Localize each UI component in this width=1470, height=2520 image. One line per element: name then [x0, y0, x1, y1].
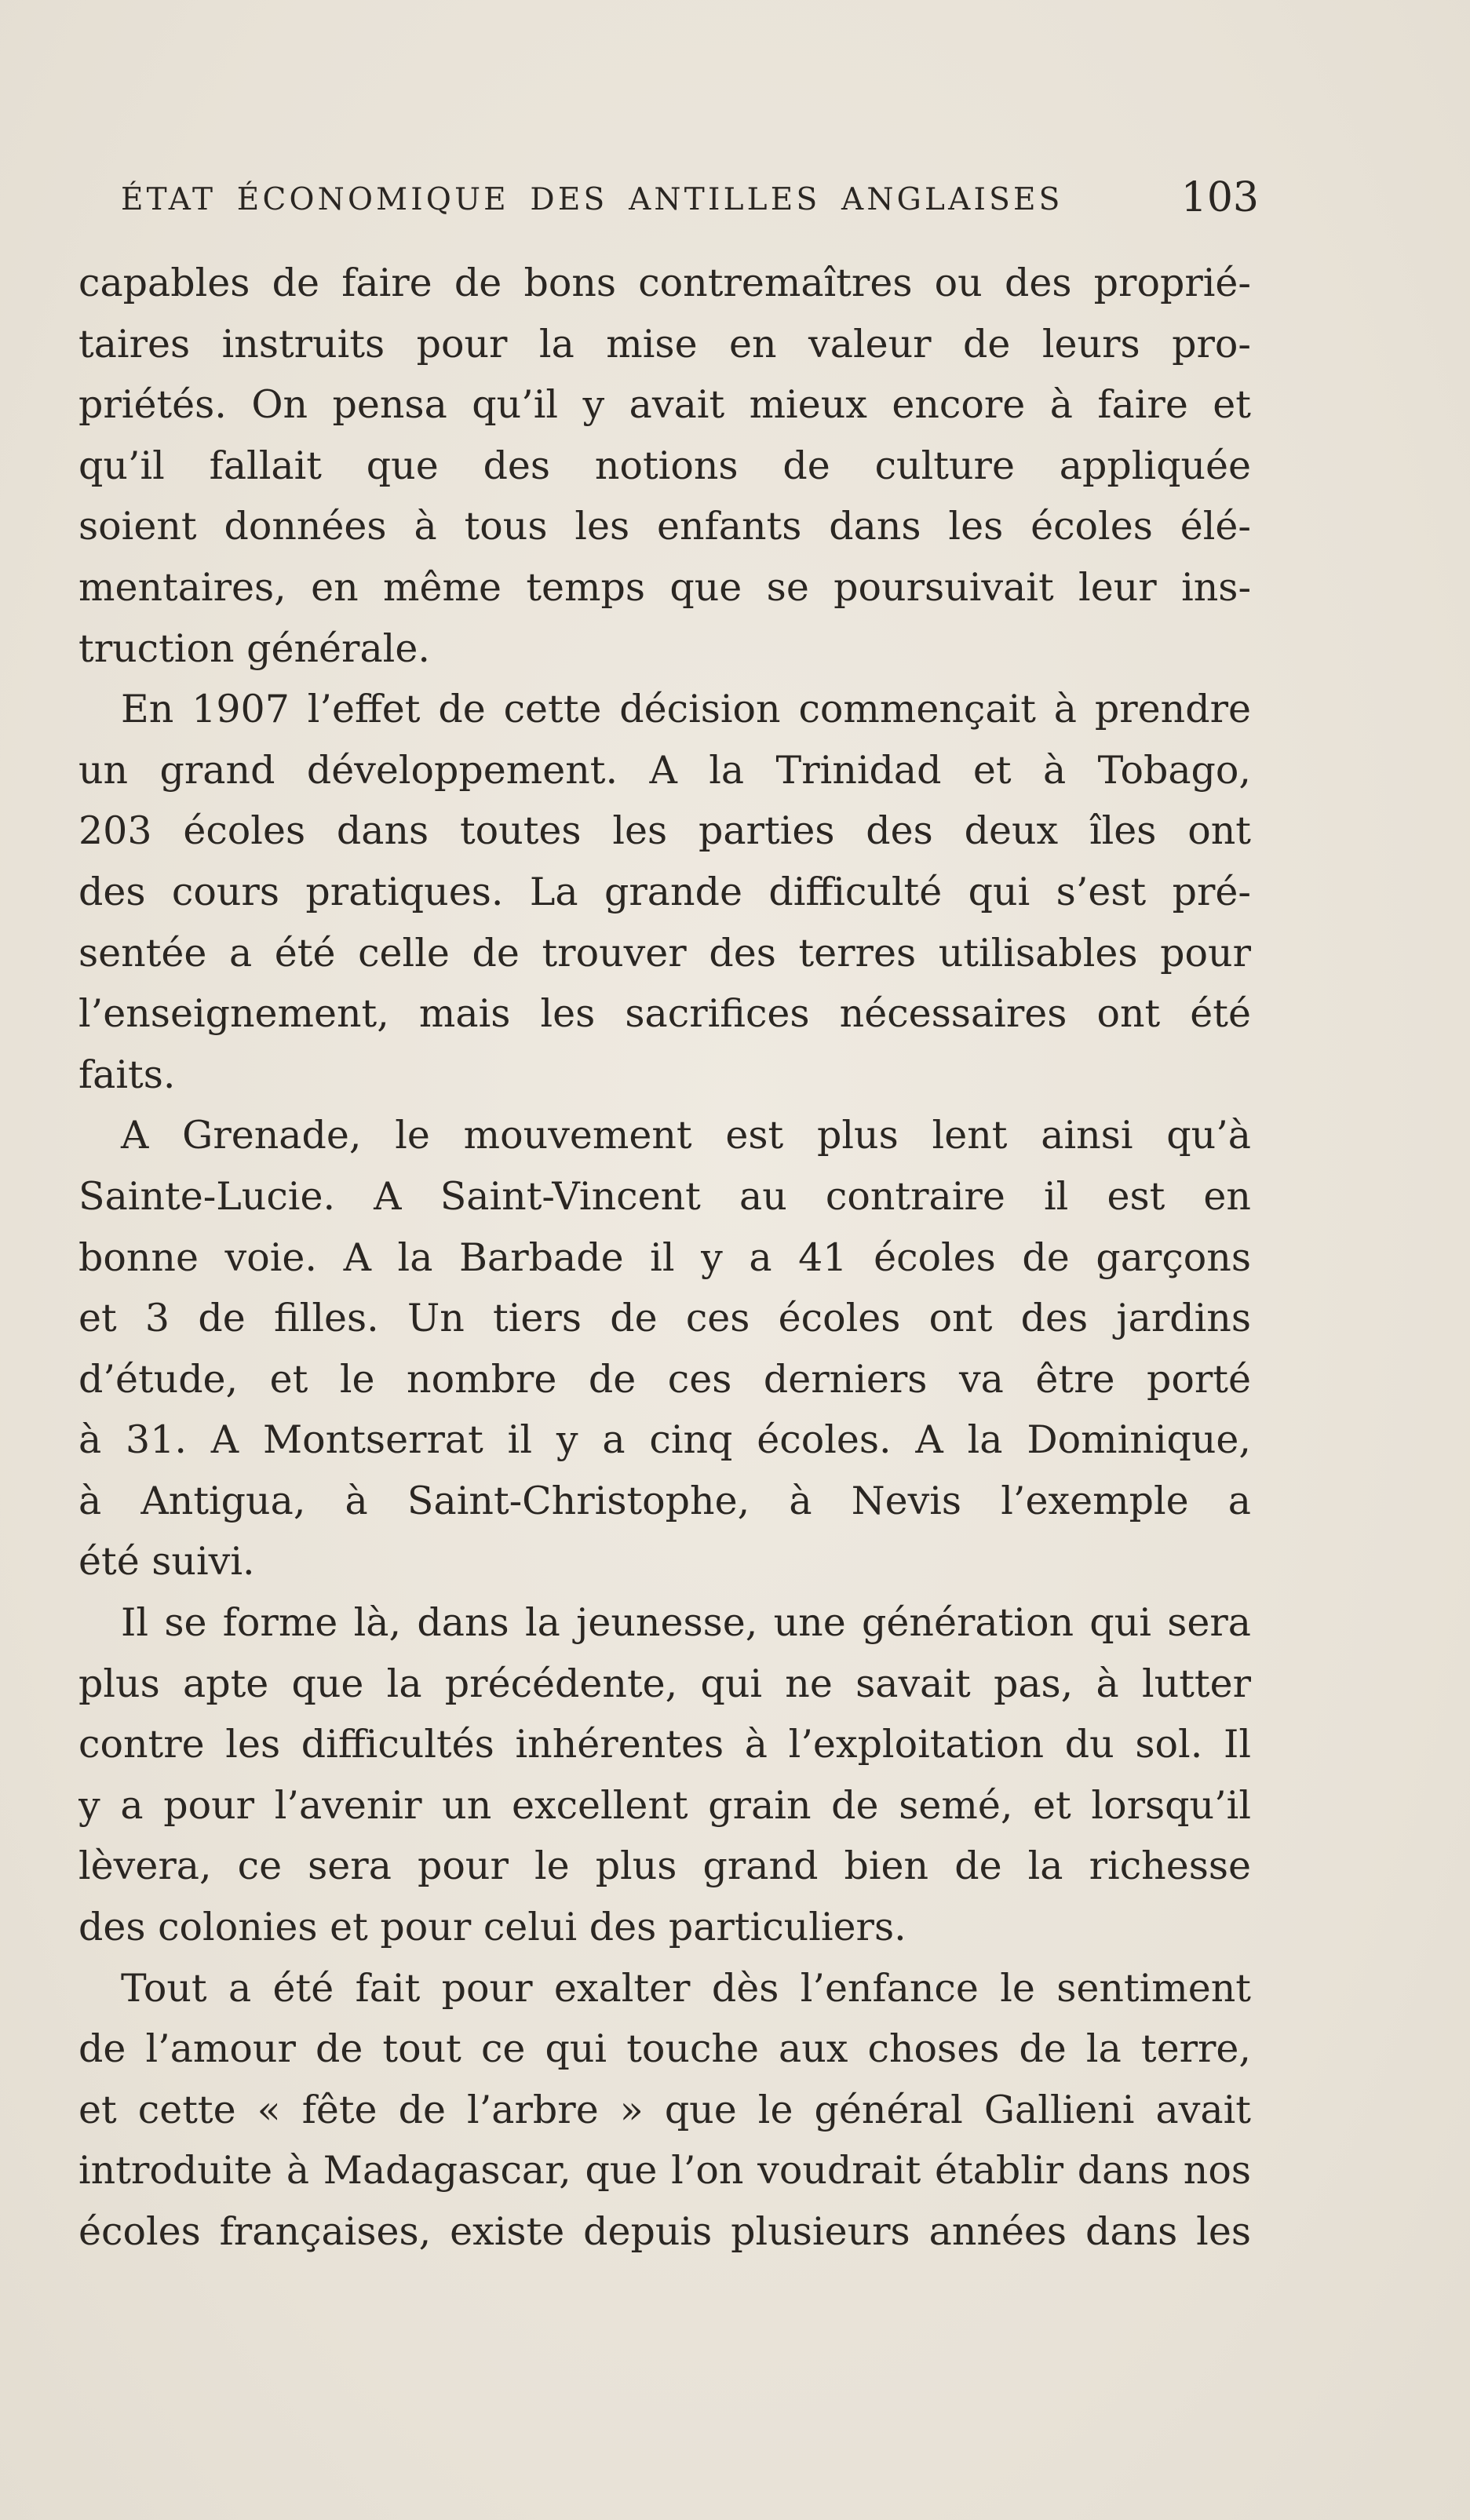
text-line: et 3 de filles. Un tiers de ces écoles ont des jardins: [78, 1296, 1251, 1341]
text-line: Sainte-Lucie. A Saint-Vincent au contraire il est en: [78, 1173, 1251, 1219]
paragraph-4: [78, 1592, 1251, 1958]
text-line: des cours pratiques. La grande difficulté qui s’est pré-: [78, 869, 1251, 914]
text-line: A Grenade, le mouvement est plus lent ainsi qu’à: [121, 1113, 1251, 1158]
paragraph-2: [78, 679, 1251, 1105]
paragraph-3: [78, 1105, 1251, 1592]
text-line: à Antigua, à Saint-Christophe, à Nevis l’exemple a: [78, 1478, 1251, 1523]
text-line: Il se forme là, dans la jeunesse, une génération qui sera: [121, 1600, 1251, 1646]
text-line: introduite à Madagascar, que l’on voudrait établir dans nos: [78, 2148, 1251, 2194]
text-line: Tout a été fait pour exalter dès l’enfance le sentiment: [121, 1965, 1251, 2011]
text-line: écoles françaises, existe depuis plusieurs années dans les: [78, 2209, 1251, 2254]
text-line: 203 écoles dans toutes les parties des deux îles ont: [78, 808, 1251, 854]
text-line: l’enseignement, mais les sacrifices nécessaires ont été: [78, 991, 1251, 1037]
text-line: faits.: [78, 1052, 176, 1097]
text-line: mentaires, en même temps que se poursuivait leur ins-: [78, 564, 1251, 610]
text-line: En 1907 l’effet de cette décision commençait à prendre: [121, 687, 1251, 732]
text-line: priétés. On pensa qu’il y avait mieux encore à faire et: [78, 382, 1251, 428]
paragraph-5: [78, 1958, 1251, 2263]
text-line: lèvera, ce sera pour le plus grand bien de la richesse: [78, 1844, 1251, 1889]
text-line: d’étude, et le nombre de ces derniers va être porté: [78, 1356, 1251, 1402]
running-title: ÉTAT ÉCONOMIQUE DES ANTILLES ANGLAISES: [121, 182, 1063, 217]
text-line: taires instruits pour la mise en valeur de leurs pro-: [78, 321, 1251, 367]
text-line: bonne voie. A la Barbade il y a 41 écoles de garçons: [78, 1234, 1251, 1280]
text-line: à 31. A Montserrat il y a cinq écoles. A la Dominique,: [78, 1417, 1251, 1463]
text-line: de l’amour de tout ce qui touche aux choses de la terre,: [78, 2026, 1251, 2072]
text-line: capables de faire de bons contremaîtres ou des proprié-: [78, 261, 1251, 305]
text-line: truction générale.: [78, 625, 430, 671]
text-line: sentée a été celle de trouver des terres utilisables pour: [78, 930, 1251, 976]
text-line: qu’il fallait que des notions de culture appliquée: [78, 443, 1251, 488]
text-line: contre les difficultés inhérentes à l’exploitation du sol. Il: [78, 1722, 1251, 1767]
text-line: et cette « fête de l’arbre » que le général Gallieni avait: [78, 2087, 1251, 2132]
text-line: y a pour l’avenir un excellent grain de semé, et lorsqu’il: [78, 1782, 1251, 1828]
page-header: [121, 174, 1259, 229]
text-line: plus apte que la précédente, qui ne savait pas, à lutter: [78, 1661, 1251, 1706]
text-line: soient données à tous les enfants dans les écoles élé-: [78, 504, 1251, 549]
text-line: été suivi.: [78, 1539, 255, 1585]
text-line: des colonies et pour celui des particuliers.: [78, 1905, 906, 1950]
page-number: 103: [1180, 174, 1259, 221]
text-line: un grand développement. A la Trinidad et à Tobago,: [78, 747, 1251, 793]
paragraph-1: [78, 253, 1251, 679]
body-text: [78, 253, 1251, 2263]
